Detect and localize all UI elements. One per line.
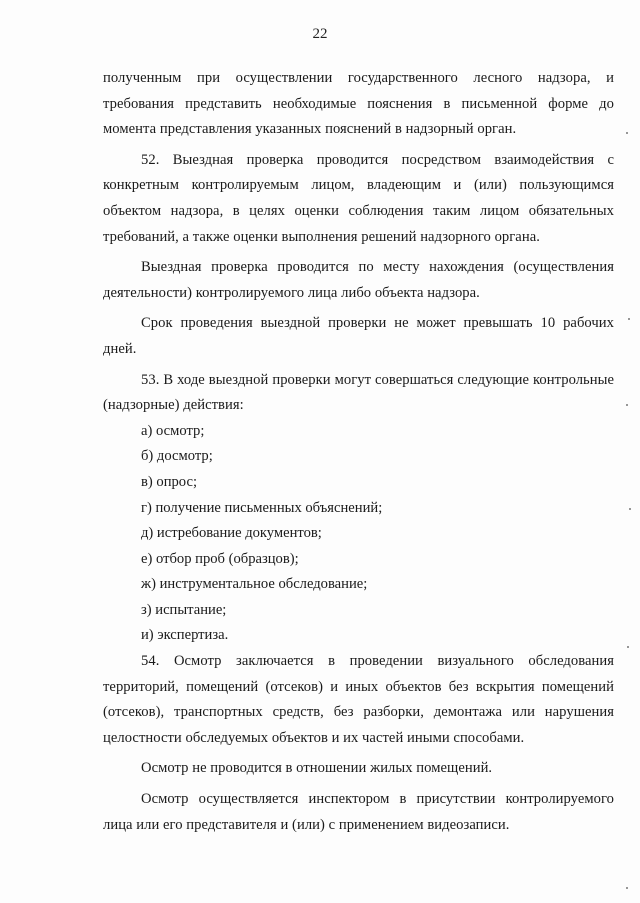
paragraph-54: 54. Осмотр заключается в проведении визуального обследования территорий, помещений (отсеков) и иных объектов без вскрытия помещений (отсеков), транспортных средств, без разборки, демонтажа или нарушения целостности обследуемых объектов и их частей иными способами.: [103, 653, 614, 746]
list-item: д) истребование документов;: [141, 525, 322, 542]
paragraph-54-residential: Осмотр не проводится в отношении жилых помещений.: [141, 760, 493, 777]
paragraph-52-place: Выездная проверка проводится по месту нахождения (осуществления деятельности) контролируемого лица либо объекта надзора.: [103, 259, 614, 301]
list-item: в) опрос;: [141, 473, 197, 490]
list-item: г) получение письменных объяснений;: [141, 499, 383, 516]
paragraph-54-presence: Осмотр осуществляется инспектором в присутствии контролируемого лица или его представителя и (или) с применением видеозаписи.: [103, 791, 614, 833]
scan-speck: [626, 887, 628, 889]
scan-speck: [626, 132, 628, 134]
scan-speck: [628, 318, 630, 320]
scan-speck: [627, 646, 629, 648]
scan-speck: [629, 508, 631, 510]
list-item: и) экспертиза.: [141, 627, 229, 644]
document-body: [103, 66, 614, 838]
list-item: ж) инструментальное обследование;: [141, 576, 368, 593]
paragraph-53: 53. В ходе выездной проверки могут совершаться следующие контрольные (надзорные) действия:: [103, 371, 614, 414]
list-item: з) испытание;: [141, 601, 227, 618]
list-item: а) осмотр;: [141, 422, 205, 439]
actions-list: [103, 419, 614, 649]
paragraph-52-term: Срок проведения выездной проверки не может превышать 10 рабочих дней.: [103, 315, 614, 357]
page-number: 22: [312, 26, 328, 42]
list-item: е) отбор проб (образцов);: [141, 550, 299, 567]
scan-speck: [626, 404, 628, 406]
paragraph-continuation: полученным при осуществлении государственного лесного надзора, и требования представить необходимые пояснения в письменной форме до момента представления указанных пояснений в надзорный орган.: [103, 70, 614, 138]
paragraph-52: 52. Выездная проверка проводится посредством взаимодействия с конкретным контролируемым лицом, владеющим и (или) пользующимся объектом надзора, в целях оценки соблюдения таким лицом обязательных требований, а также оценки выполнения решений надзорного органа.: [103, 151, 614, 245]
list-item: б) досмотр;: [141, 448, 213, 465]
